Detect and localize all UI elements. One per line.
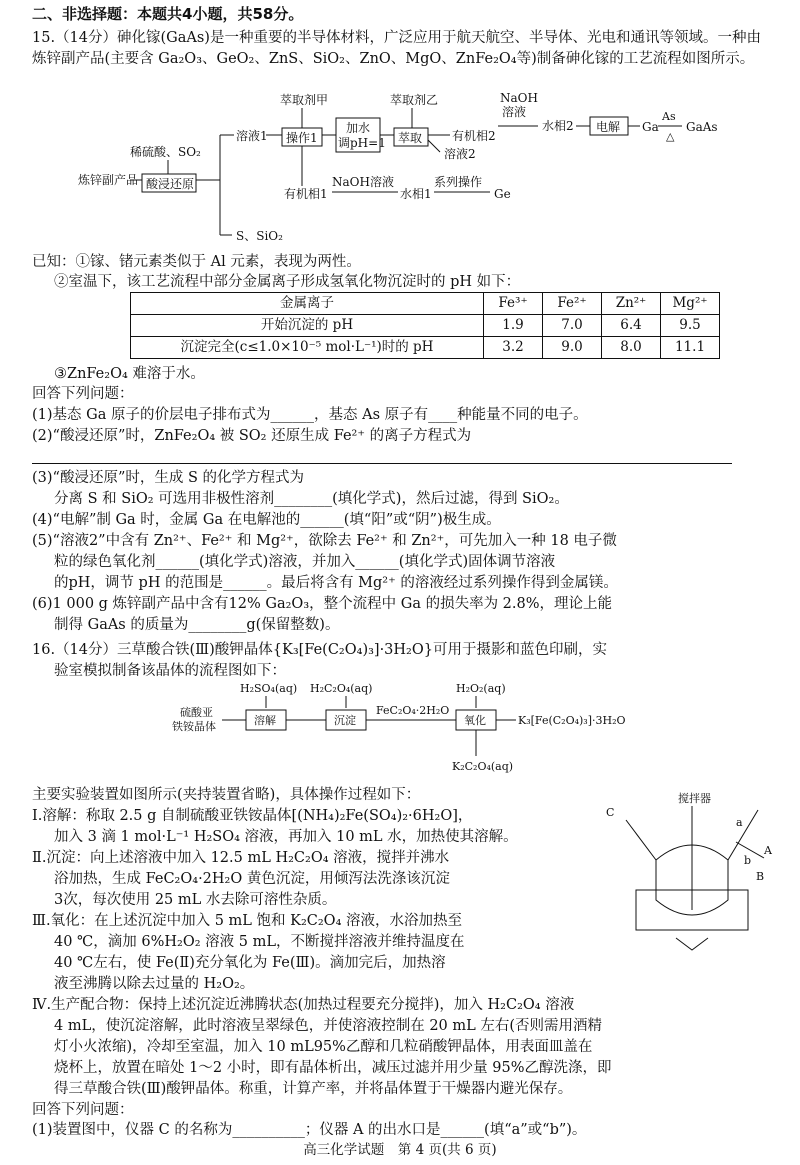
flow-label: 有机相2 (452, 129, 496, 143)
page-footer: 高三化学试题 第 4 页(共 6 页) (303, 1142, 497, 1158)
q16-step-3c: 40 ℃左右，使 Fe(Ⅱ)充分氧化为 Fe(Ⅲ)。滴加完后，加热溶 (54, 955, 446, 971)
table-cell: 3.2 (484, 337, 543, 359)
flow-label: 水相2 (542, 119, 574, 133)
flow-label: 硫酸亚 (180, 706, 213, 719)
q16-step-4b: 4 mL，使沉淀溶解，此时溶液呈翠绿色，并使溶液控制在 20 mL 左右(否则需用酒精 (54, 1018, 603, 1034)
q16-step-4c: 灯小火浓缩)，冷却至室温，加入 10 mL95%乙醇和几粒硝酸钾晶体，用表面皿盖在 (54, 1039, 593, 1055)
ph-table (130, 292, 720, 359)
q16-step-4d: 烧杯上，放置在暗处 1～2 小时，即有晶体析出，减压过滤并用少量 95%乙醇洗涤，即 (54, 1060, 612, 1076)
table-header: Mg²⁺ (661, 293, 720, 315)
table-header: 金属离子 (131, 293, 484, 315)
table-row (131, 315, 720, 337)
table-cell: 8.0 (602, 337, 661, 359)
q15-part-3b: 分离 S 和 SiO₂ 可选用非极性溶剂________(填化学式)，然后过滤，得到 SiO₂。 (54, 491, 569, 507)
label-a-upper: A (764, 844, 772, 857)
flow-label: NaOH溶液 (332, 175, 394, 189)
table-header-row (131, 293, 720, 315)
flow-label: 溶液1 (236, 129, 268, 143)
label-b-lower: b (744, 854, 752, 867)
flow-label: FeC₂O₄·2H₂O (376, 704, 450, 717)
q16-step-3d: 液至沸腾以除去过量的 H₂O₂。 (54, 976, 255, 992)
q15-part-6b: 制得 GaAs 的质量为________g(保留整数)。 (54, 617, 340, 633)
flow-label: H₂SO₄(aq) (240, 682, 298, 695)
flow-label: Ga (642, 120, 659, 134)
flow-label: 萃取剂甲 (280, 93, 329, 107)
flow-label: GaAs (686, 120, 718, 134)
apparatus-diagram (596, 790, 776, 960)
table-row (131, 337, 720, 359)
q16-step-3: Ⅲ.氧化：在上述沉淀中加入 5 mL 饱和 K₂C₂O₄ 溶液，水浴加热至 (32, 913, 462, 929)
flow-label: 电解 (596, 120, 621, 134)
q15-part-5c: 的pH，调节 pH 的范围是______。最后将含有 Mg²⁺ 的溶液经过系列操作得到金属镁。 (54, 575, 618, 591)
flow-label: 溶液 (502, 105, 527, 119)
q16-step-2b: 浴加热，生成 FeC₂O₄·2H₂O 黄色沉淀，用倾泻法洗涤该沉淀 (54, 871, 450, 887)
q15-known-2: ②室温下，该工艺流程中部分金属离子形成氢氧化物沉淀时的 pH 如下： (54, 274, 521, 290)
flow-label: 萃取剂乙 (390, 93, 439, 107)
flow-label: 溶液2 (444, 147, 476, 161)
q16-step-4e: 得三草酸合铁(Ⅲ)酸钾晶体。称重，计算产率，并将晶体置于干燥器内避光保存。 (54, 1081, 573, 1097)
flow-label: 炼锌副产品 (78, 173, 139, 187)
flow-label: △ (666, 130, 675, 143)
flow-label: 有机相1 (284, 187, 328, 201)
q15-known-3: ③ZnFe₂O₄ 难溶于水。 (54, 366, 205, 382)
q16-answer-prompt: 回答下列问题： (32, 1102, 134, 1118)
q16-step-4: Ⅳ.生产配合物：保持上述沉淀近沸腾状态(加热过程要充分搅拌)，加入 H₂C₂O₄ 溶液 (32, 997, 575, 1013)
flow-label: 沉淀 (334, 714, 356, 727)
q16-step-2: Ⅱ.沉淀：向上述溶液中加入 12.5 mL H₂C₂O₄ 溶液，搅拌并沸水 (32, 850, 450, 866)
flow-label: H₂C₂O₄(aq) (310, 682, 373, 695)
q16-intro-1: 16.（14分）三草酸合铁(Ⅲ)酸钾晶体{K₃[Fe(C₂O₄)₃]·3H₂O}可用于摄影和蓝色印刷，实 (32, 642, 607, 658)
table-cell: 沉淀完全(c≤1.0×10⁻⁵ mol·L⁻¹)时的 pH (131, 337, 484, 359)
flow-label: 水相1 (400, 187, 432, 201)
stirrer-label: 搅拌器 (678, 792, 711, 805)
q16-step-1: Ⅰ.溶解：称取 2.5 g 自制硫酸亚铁铵晶体[(NH₄)₂Fe(SO₄)₂·6H₂O]， (32, 808, 473, 824)
flow-label: Ge (494, 187, 511, 201)
q16-step-1b: 加入 3 滴 1 mol·L⁻¹ H₂SO₄ 溶液，再加入 10 mL 水，加热使其溶解。 (54, 829, 518, 845)
q15-answer-prompt: 回答下列问题： (32, 386, 134, 402)
flow-label: 调pH=1 (338, 136, 386, 150)
flow-label: S、SiO₂ (236, 229, 283, 243)
table-cell: 6.4 (602, 315, 661, 337)
flow-label: 加水 (346, 121, 371, 135)
q15-part-5b: 粒的绿色氧化剂______(填化学式)溶液，并加入______(填化学式)固体调节溶液 (54, 554, 556, 570)
q15-known-1: 已知：①镓、锗元素类似于 Al 元素，表现为两性。 (32, 254, 361, 270)
q15-part-2: (2)“酸浸还原”时，ZnFe₂O₄ 被 SO₂ 还原生成 Fe²⁺ 的离子方程式为 (32, 428, 472, 444)
flow-label: H₂O₂(aq) (456, 682, 506, 695)
table-cell: 开始沉淀的 pH (131, 315, 484, 337)
table-cell: 9.0 (543, 337, 602, 359)
section-title: 二、非选择题：本题共4小题，共58分。 (32, 5, 304, 23)
label-a-lower: a (736, 816, 743, 829)
flow-label: NaOH (500, 91, 538, 105)
q15-part-3: (3)“酸浸还原”时，生成 S 的化学方程式为 (32, 470, 305, 486)
flow-label: 操作1 (286, 131, 318, 145)
q16-step-2c: 3次，每次使用 25 mL 水去除可溶性杂质。 (54, 892, 337, 908)
q15-part-6: (6)1 000 g 炼锌副产品中含有12% Ga₂O₃，整个流程中 Ga 的损失率为 2.8%，理论上能 (32, 596, 613, 612)
table-header: Zn²⁺ (602, 293, 661, 315)
q15-flow-diagram (70, 90, 750, 252)
table-header: Fe²⁺ (543, 293, 602, 315)
table-cell: 1.9 (484, 315, 543, 337)
q16-step-3b: 40 ℃，滴加 6%H₂O₂ 溶液 5 mL，不断搅拌溶液并维持温度在 (54, 934, 465, 950)
flow-label: As (662, 110, 676, 123)
table-header: Fe³⁺ (484, 293, 543, 315)
q16-flow-diagram (170, 680, 730, 780)
q15-part-4: (4)“电解”制 Ga 时，金属 Ga 在电解池的______(填“阳”或“阴”)极生成。 (32, 512, 501, 528)
label-c: C (606, 806, 615, 819)
table-cell: 7.0 (543, 315, 602, 337)
q16-intro-2: 验室模拟制备该晶体的流程图如下： (54, 663, 286, 679)
flow-label: K₂C₂O₄(aq) (452, 760, 514, 773)
q15-intro: 15.（14分）砷化镓(GaAs)是一种重要的半导体材料，广泛应用于航天航空、半导体、光电和通讯等领域。一种由炼锌副产品(主要含 Ga₂O₃、GeO₂、ZnS、SiO₂、ZnO、MgO、ZnFe₂O₄等)制备砷化镓的工艺流程如图所示。 (32, 30, 761, 67)
q16-part-1: (1)装置图中，仪器 C 的名称为__________；仪器 A 的出水口是______(填“a”或“b”)。 (32, 1122, 587, 1138)
flow-label: 系列操作 (434, 175, 483, 189)
flow-label: K₃[Fe(C₂O₄)₃]·3H₂O (518, 714, 626, 727)
flow-label: 溶解 (254, 714, 276, 727)
q16-main: 主要实验装置如图所示(夹持装置省略)，具体操作过程如下： (32, 787, 421, 803)
flow-label: 稀硫酸、SO₂ (130, 145, 201, 159)
flow-label: 铁铵晶体 (172, 720, 216, 733)
table-cell: 9.5 (661, 315, 720, 337)
flow-label: 氧化 (464, 714, 486, 727)
q15-part-1: (1)基态 Ga 原子的价层电子排布式为______，基态 As 原子有____种能量不同的电子。 (32, 407, 588, 423)
label-b-upper: B (756, 870, 765, 883)
flow-label: 萃取 (398, 131, 423, 145)
flow-label: 酸浸还原 (146, 177, 195, 191)
q15-part-5: (5)“溶液2”中含有 Zn²⁺、Fe²⁺ 和 Mg²⁺，欲除去 Fe²⁺ 和 Zn²⁺，可先加入一种 18 电子微 (32, 533, 617, 549)
table-cell: 11.1 (661, 337, 720, 359)
